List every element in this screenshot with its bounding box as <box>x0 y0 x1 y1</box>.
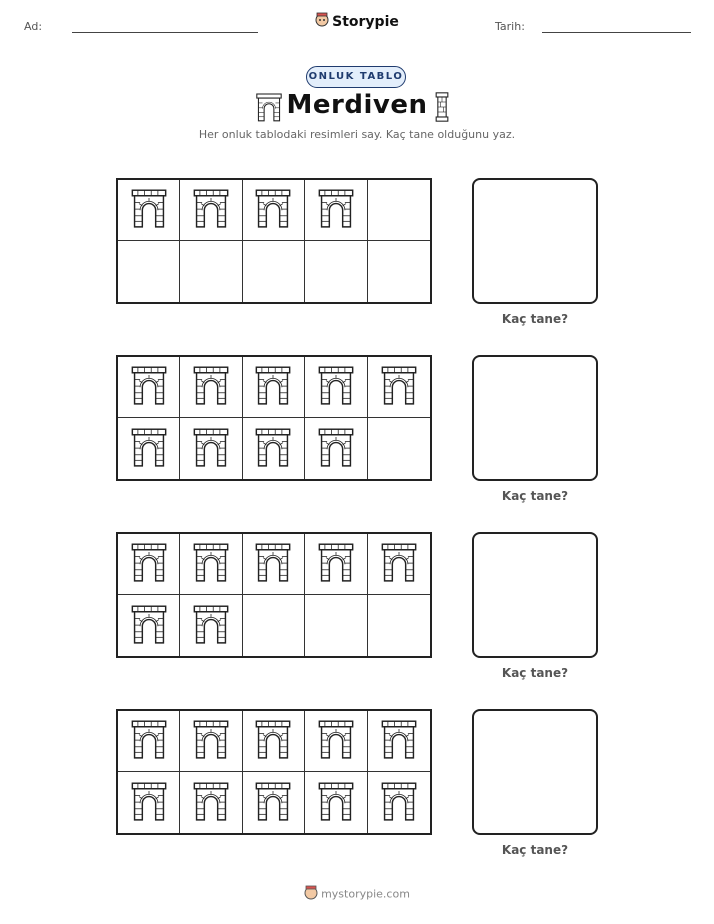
brand-name: Storypie <box>332 14 399 30</box>
ten-frame-cell <box>180 595 242 656</box>
ten-frame-cell <box>368 180 430 241</box>
stone-arch-icon <box>193 542 229 586</box>
worksheet-type-badge: ONLUK TABLO <box>306 66 406 88</box>
answer-box[interactable] <box>472 532 598 658</box>
ten-frame-cell <box>243 241 305 302</box>
footer-url[interactable]: mystorypie.com <box>321 887 410 901</box>
ten-frame-cell <box>368 595 430 656</box>
ten-frame-cell <box>118 180 180 241</box>
ten-frame-cell <box>305 534 367 595</box>
ten-frame-cell <box>118 711 180 772</box>
ten-frame-cell <box>180 418 242 479</box>
ten-frame-cell <box>305 180 367 241</box>
ten-frame-cell <box>243 418 305 479</box>
stone-arch-icon <box>381 781 417 825</box>
answer-box[interactable] <box>472 709 598 835</box>
storypie-logo-icon <box>304 885 318 904</box>
name-label: Ad: <box>24 20 43 33</box>
answer-box[interactable] <box>472 178 598 304</box>
date-label: Tarih: <box>495 20 525 33</box>
stone-arch-icon <box>255 781 291 825</box>
stone-arch-icon <box>131 604 167 648</box>
stone-arch-icon <box>193 188 229 232</box>
ten-frame-cell <box>243 534 305 595</box>
stone-arch-icon <box>193 604 229 648</box>
answer-label: Kaç tane? <box>501 489 569 503</box>
date-line[interactable] <box>542 32 691 33</box>
brand <box>0 12 714 32</box>
stone-arch-icon <box>318 719 354 763</box>
stone-arch-icon <box>318 781 354 825</box>
ten-frame-cell <box>305 241 367 302</box>
stone-arch-icon <box>131 188 167 232</box>
stone-arch-icon <box>255 365 291 409</box>
stone-arch-icon <box>318 427 354 471</box>
ten-frame-cell <box>243 595 305 656</box>
stone-arch-icon <box>381 719 417 763</box>
answer-label: Kaç tane? <box>501 666 569 680</box>
ten-frame-cell <box>368 241 430 302</box>
stone-arch-icon <box>131 365 167 409</box>
ten-frame <box>116 532 432 658</box>
ten-frame-cell <box>305 595 367 656</box>
stone-arch-icon <box>131 542 167 586</box>
ten-frame-cell <box>118 595 180 656</box>
instructions: Her onluk tablodaki resimleri say. Kaç tane olduğunu yaz. <box>198 128 516 141</box>
ten-frame-cell <box>368 534 430 595</box>
ten-frame-cell <box>305 357 367 418</box>
ten-frame-cell <box>368 711 430 772</box>
ten-frame-cell <box>243 180 305 241</box>
ten-frame-cell <box>118 357 180 418</box>
stone-pillar-icon <box>434 92 450 126</box>
stone-arch-icon <box>255 719 291 763</box>
ten-frame-cell <box>305 418 367 479</box>
stone-arch-icon <box>381 542 417 586</box>
ten-frame-cell <box>368 418 430 479</box>
stone-arch-icon <box>193 365 229 409</box>
stone-arch-icon <box>318 542 354 586</box>
answer-label: Kaç tane? <box>501 843 569 857</box>
stone-arch-icon <box>193 719 229 763</box>
ten-frame-cell <box>118 418 180 479</box>
stone-arch-icon <box>255 188 291 232</box>
stone-arch-icon <box>193 781 229 825</box>
ten-frame-cell <box>243 711 305 772</box>
ten-frame-cell <box>180 711 242 772</box>
answer-label: Kaç tane? <box>501 312 569 326</box>
stone-arch-icon <box>318 188 354 232</box>
ten-frame-cell <box>305 711 367 772</box>
ten-frame-cell <box>243 772 305 833</box>
ten-frame-cell <box>180 180 242 241</box>
ten-frame-cell <box>118 772 180 833</box>
stone-arch-icon <box>318 365 354 409</box>
stone-arch-icon <box>255 542 291 586</box>
stone-arch-icon <box>131 719 167 763</box>
stone-arch-icon <box>381 365 417 409</box>
ten-frame-cell <box>368 357 430 418</box>
storypie-logo-icon <box>315 12 329 32</box>
page-title: Merdiven <box>286 90 428 120</box>
stone-arch-icon <box>255 427 291 471</box>
stone-arch-icon <box>193 427 229 471</box>
ten-frame-cell <box>180 534 242 595</box>
ten-frame-cell <box>118 241 180 302</box>
answer-box[interactable] <box>472 355 598 481</box>
stone-arch-icon <box>131 427 167 471</box>
ten-frame <box>116 178 432 304</box>
ten-frame-cell <box>368 772 430 833</box>
name-line[interactable] <box>72 32 258 33</box>
ten-frame-cell <box>180 772 242 833</box>
ten-frame-cell <box>243 357 305 418</box>
ten-frame-cell <box>180 357 242 418</box>
ten-frame-cell <box>118 534 180 595</box>
ten-frame-cell <box>180 241 242 302</box>
ten-frame <box>116 709 432 835</box>
footer <box>0 885 714 904</box>
stone-arch-icon <box>131 781 167 825</box>
ten-frame-cell <box>305 772 367 833</box>
ten-frame <box>116 355 432 481</box>
